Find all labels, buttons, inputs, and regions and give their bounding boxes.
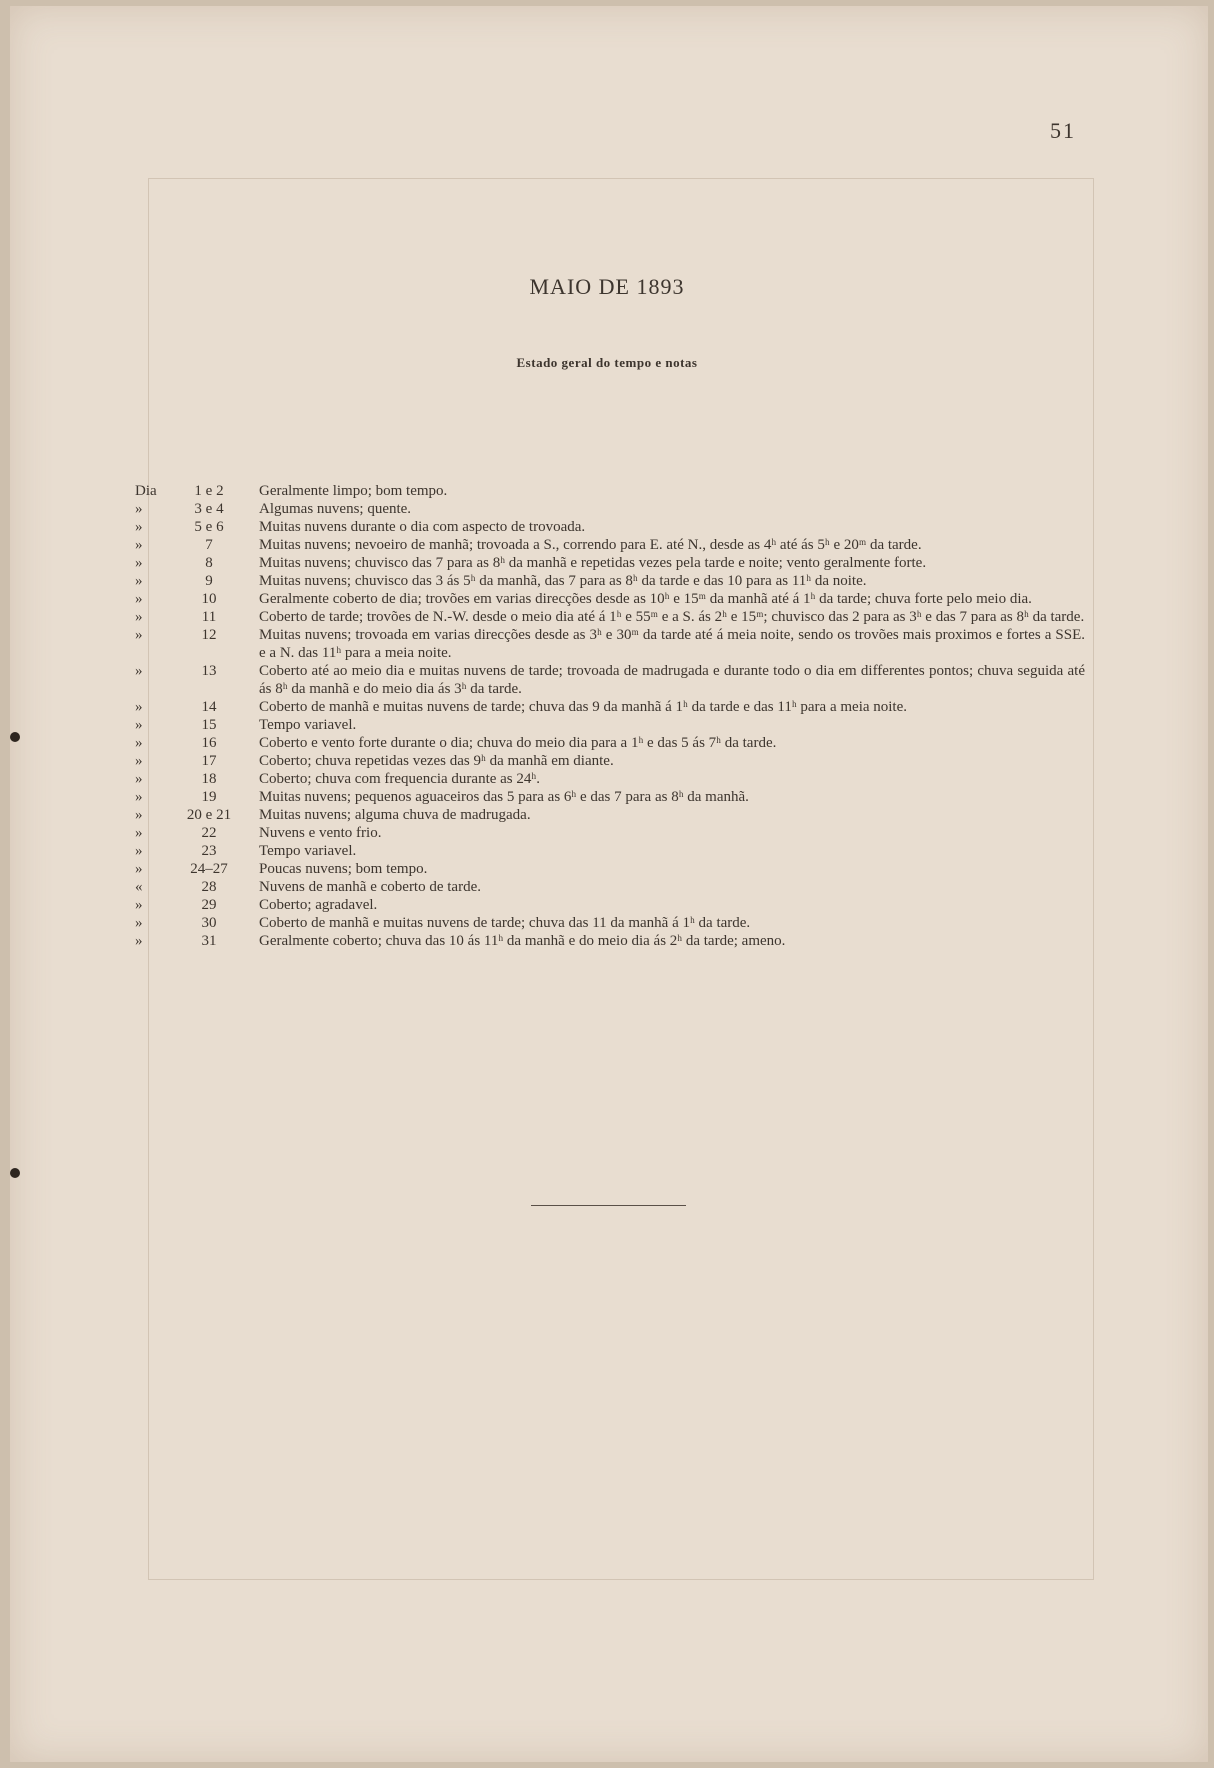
entry-mark: » bbox=[135, 573, 143, 589]
entry-day: 24–27 bbox=[190, 861, 228, 877]
entry-row bbox=[135, 536, 1085, 554]
entry-row bbox=[135, 788, 1085, 806]
entry-mark: » bbox=[135, 663, 143, 679]
entry-row bbox=[135, 500, 1085, 518]
entry-mark: » bbox=[135, 519, 143, 535]
entry-text: Coberto; agradavel. bbox=[259, 897, 378, 913]
entry-row bbox=[135, 842, 1085, 860]
binding-hole-mark bbox=[10, 732, 20, 742]
closing-rule bbox=[531, 1205, 686, 1206]
entry-mark: » bbox=[135, 501, 143, 517]
entry-text: Coberto até ao meio dia e muitas nuvens de tarde; trovoada de madrugada e durante todo o dia em differentes pontos; chuva seguida até ás 8ʰ da manhã e do meio dia ás 3ʰ da tarde. bbox=[259, 663, 1085, 697]
entry-day: 10 bbox=[201, 591, 217, 607]
entry-text: Tempo variavel. bbox=[259, 843, 357, 859]
entry-text: Tempo variavel. bbox=[259, 717, 357, 733]
entry-text: Muitas nuvens durante o dia com aspecto de trovoada. bbox=[259, 519, 586, 535]
entry-row bbox=[135, 572, 1085, 590]
binding-hole-mark bbox=[10, 1168, 20, 1178]
entry-row bbox=[135, 626, 1085, 662]
entry-row bbox=[135, 932, 1085, 950]
entry-text: Coberto de tarde; trovões de N.-W. desde o meio dia até á 1ʰ e 55ᵐ e a S. ás 2ʰ e 15ᵐ; chuvisco das 2 para as 3ʰ e das 7 para as 8ʰ da tarde. bbox=[259, 609, 1085, 625]
entry-row bbox=[135, 518, 1085, 536]
entry-day: 30 bbox=[201, 915, 217, 931]
entry-text: Coberto de manhã e muitas nuvens de tarde; chuva das 11 da manhã á 1ʰ da tarde. bbox=[259, 915, 751, 931]
entry-row bbox=[135, 752, 1085, 770]
entry-mark: » bbox=[135, 807, 143, 823]
entry-row bbox=[135, 860, 1085, 878]
entry-text: Nuvens e vento frio. bbox=[259, 825, 382, 841]
entry-mark: » bbox=[135, 753, 143, 769]
entry-row bbox=[135, 482, 1085, 500]
entry-row bbox=[135, 824, 1085, 842]
entry-mark: » bbox=[135, 537, 143, 553]
page-number: 51 bbox=[1050, 118, 1076, 143]
entry-day: 8 bbox=[205, 555, 213, 571]
entry-row bbox=[135, 806, 1085, 824]
entry-text: Muitas nuvens; nevoeiro de manhã; trovoada a S., correndo para E. até N., desde as 4ʰ até ás 5ʰ e 20ᵐ da tarde. bbox=[259, 537, 922, 553]
entry-mark: » bbox=[135, 897, 143, 913]
entry-mark: » bbox=[135, 555, 143, 571]
entry-mark: Dia bbox=[135, 483, 157, 499]
entry-row bbox=[135, 878, 1085, 896]
entry-day: 11 bbox=[201, 609, 217, 625]
entry-text: Muitas nuvens; chuvisco das 3 ás 5ʰ da manhã, das 7 para as 8ʰ da tarde e das 10 para as 11ʰ da noite. bbox=[259, 573, 867, 589]
entry-text: Coberto de manhã e muitas nuvens de tarde; chuva das 9 da manhã á 1ʰ da tarde e das 11ʰ para a meia noite. bbox=[259, 699, 908, 715]
entry-day: 28 bbox=[201, 879, 217, 895]
entry-mark: « bbox=[135, 879, 143, 895]
entry-row bbox=[135, 698, 1085, 716]
entry-day: 1 e 2 bbox=[194, 483, 224, 499]
entry-text: Muitas nuvens; alguma chuva de madrugada. bbox=[259, 807, 531, 823]
entry-day: 20 e 21 bbox=[186, 807, 232, 823]
entry-day: 13 bbox=[201, 663, 217, 679]
entry-row bbox=[135, 734, 1085, 752]
entry-row bbox=[135, 662, 1085, 698]
entry-row bbox=[135, 896, 1085, 914]
entry-mark: » bbox=[135, 825, 143, 841]
entry-row bbox=[135, 590, 1085, 608]
entry-mark: » bbox=[135, 717, 143, 733]
entry-text: Coberto; chuva com frequencia durante as 24ʰ. bbox=[259, 771, 540, 787]
entry-text: Coberto e vento forte durante o dia; chuva do meio dia para a 1ʰ e das 5 ás 7ʰ da tarde. bbox=[259, 735, 777, 751]
entry-mark: » bbox=[135, 771, 143, 787]
entry-day: 9 bbox=[205, 573, 213, 589]
entry-row bbox=[135, 608, 1085, 626]
entry-day: 31 bbox=[201, 933, 217, 949]
entry-text: Muitas nuvens; chuvisco das 7 para as 8ʰ da manhã e repetidas vezes pela tarde e noite; vento geralmente forte. bbox=[259, 555, 927, 571]
entry-mark: » bbox=[135, 789, 143, 805]
entry-row bbox=[135, 914, 1085, 932]
entry-day: 19 bbox=[201, 789, 217, 805]
entry-text: Geralmente coberto de dia; trovões em varias direcções desde as 10ʰ e 15ᵐ da manhã até á 1ʰ da tarde; chuva forte pelo meio dia. bbox=[259, 591, 1032, 607]
entry-text: Geralmente limpo; bom tempo. bbox=[259, 483, 448, 499]
entry-mark: » bbox=[135, 915, 143, 931]
entry-day: 18 bbox=[201, 771, 217, 787]
entry-text: Muitas nuvens; trovoada em varias direcções desde as 3ʰ e 30ᵐ da tarde até á meia noite, sendo os trovões mais proximos e fortes a SSE. e a N. das 11ʰ para a meia noite. bbox=[259, 627, 1085, 661]
entry-mark: » bbox=[135, 609, 143, 625]
page-title: MAIO DE 1893 bbox=[529, 274, 685, 299]
entry-row bbox=[135, 554, 1085, 572]
entry-day: 3 e 4 bbox=[194, 501, 224, 517]
entry-day: 23 bbox=[201, 843, 217, 859]
entry-text: Nuvens de manhã e coberto de tarde. bbox=[259, 879, 481, 895]
entry-day: 29 bbox=[201, 897, 217, 913]
entry-row bbox=[135, 770, 1085, 788]
entry-day: 12 bbox=[201, 627, 217, 643]
entry-row bbox=[135, 716, 1085, 734]
entry-mark: » bbox=[135, 591, 143, 607]
entry-mark: » bbox=[135, 627, 143, 643]
entry-mark: » bbox=[135, 933, 143, 949]
entry-mark: » bbox=[135, 861, 143, 877]
entry-day: 7 bbox=[205, 537, 213, 553]
entry-day: 14 bbox=[201, 699, 217, 715]
entry-text: Algumas nuvens; quente. bbox=[259, 501, 412, 517]
entry-day: 5 e 6 bbox=[194, 519, 224, 535]
entry-day: 15 bbox=[201, 717, 217, 733]
entry-text: Coberto; chuva repetidas vezes das 9ʰ da manhã em diante. bbox=[259, 753, 614, 769]
entry-text: Geralmente coberto; chuva das 10 ás 11ʰ da manhã e do meio dia ás 2ʰ da tarde; ameno. bbox=[259, 933, 786, 949]
entry-mark: » bbox=[135, 699, 143, 715]
entry-day: 17 bbox=[201, 753, 217, 769]
entry-text: Muitas nuvens; pequenos aguaceiros das 5 para as 6ʰ e das 7 para as 8ʰ da manhã. bbox=[259, 789, 749, 805]
entry-day: 16 bbox=[201, 735, 217, 751]
entry-mark: » bbox=[135, 735, 143, 751]
entry-day: 22 bbox=[201, 825, 217, 841]
entry-text: Poucas nuvens; bom tempo. bbox=[259, 861, 428, 877]
weather-entries bbox=[135, 482, 1085, 950]
entry-mark: » bbox=[135, 843, 143, 859]
page-subtitle: Estado geral do tempo e notas bbox=[516, 355, 698, 370]
